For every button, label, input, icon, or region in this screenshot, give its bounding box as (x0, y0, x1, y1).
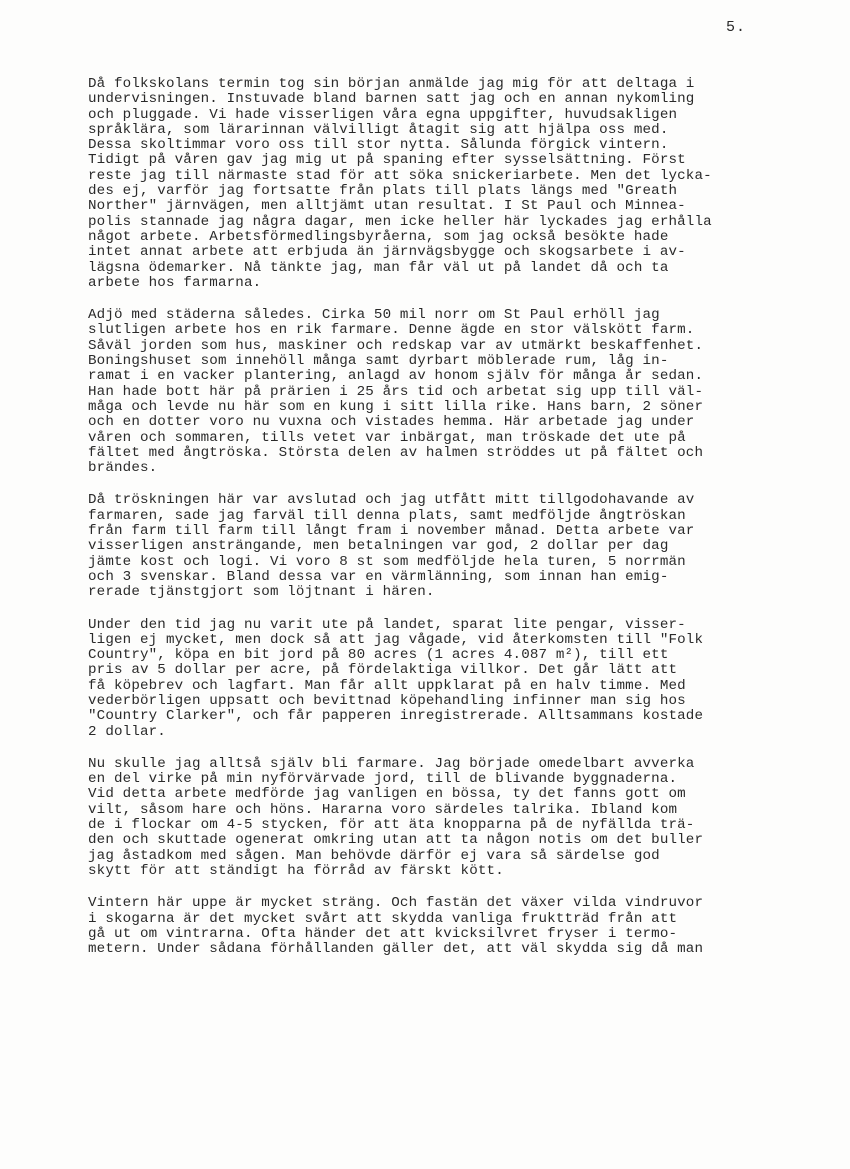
text-line: metern. Under sådana förhållanden gäller det, att väl skydda sig då man (88, 941, 704, 958)
text-line: något arbete. Arbetsförmedlingsbyråerna, som jag också besökte hade (88, 228, 669, 245)
text-line: farmaren, sade jag farväl till denna plats, samt medföljde ångtröskan (88, 507, 686, 524)
text-line: ligen ej mycket, men dock så att jag vågade, vid återkomsten till "Folk (88, 631, 704, 648)
text-line: Norther" järnvägen, men alltjämt utan resultat. I St Paul och Minnea- (88, 198, 686, 215)
text-line: gå ut om vintrarna. Ofta händer det att kvicksilvret fryser i termo- (88, 925, 678, 942)
text-line: des ej, varför jag fortsatte från plats till plats längs med "Greath (88, 183, 678, 200)
text-line: pris av 5 dollar per acre, på fördelaktiga villkor. Det går lätt att (88, 662, 678, 679)
text-line: vederbörligen uppsatt och bevittnad köpehandling infinner man sig hos (88, 692, 686, 709)
text-line: och en dotter voro nu vuxna och vistades hemma. Här arbetade jag under (88, 414, 695, 431)
text-line: Nu skulle jag alltså själv bli farmare. Jag började omedelbart avverka (88, 755, 695, 772)
page-number: 5. (726, 19, 747, 36)
text-line: Country", köpa en bit jord på 80 acres (1 acres 4.087 m²), till ett (88, 647, 669, 664)
paragraph (88, 77, 828, 291)
text-line: jämte kost och logi. Vi voro 8 st som medföljde hela turen, 5 norrmän (88, 553, 686, 570)
text-line: rerade tjänstgjort som löjtnant i hären. (88, 584, 435, 601)
text-line: reste jag till närmaste stad för att söka snickeriarbete. Men det lycka- (88, 167, 712, 184)
text-line: från farm till farm till långt fram i november månad. Detta arbete var (88, 523, 695, 540)
text-line: få köpebrev och lagfart. Man får allt uppklarat på en halv timme. Med (88, 677, 686, 694)
paragraph (88, 618, 828, 740)
text-line: Under den tid jag nu varit ute på landet, sparat lite pengar, visser- (88, 616, 686, 633)
text-line: 2 dollar. (88, 723, 166, 740)
paragraph (88, 757, 828, 879)
text-line: Då folkskolans termin tog sin början anmälde jag mig för att deltaga i (88, 76, 695, 92)
text-line: den och skuttade ogenerat omkring utan att ta någon notis om det buller (88, 832, 704, 849)
paragraph (88, 493, 828, 600)
text-line: fältet med ångtröska. Största delen av halmen ströddes ut på fältet och (88, 444, 704, 461)
text-line: de i flockar om 4-5 stycken, för att äta knopparna på de nyfällda trä- (88, 817, 695, 834)
text-line: visserligen ansträngande, men betalningen var god, 2 dollar per dag (88, 538, 669, 555)
text-line: Vid detta arbete medförde jag vanligen en bössa, ty det fanns gott om (88, 786, 686, 803)
text-line: språklära, som lärarinnan välvilligt åtagit sig att hjälpa oss med. (88, 121, 669, 138)
text-line: i skogarna är det mycket svårt att skydda vanliga fruktträd från att (88, 910, 678, 927)
text-line: "Country Clarker", och får papperen inregistrerade. Alltsammans kostade (88, 708, 704, 725)
text-line: lägsna ödemarker. Nå tänkte jag, man får väl ut på landet då och ta (88, 259, 669, 276)
text-line: och 3 svenskar. Bland dessa var en värmlänning, som innan han emig- (88, 568, 669, 585)
text-line: brändes. (88, 460, 158, 477)
text-line: vilt, såsom hare och höns. Hararna voro särdeles talrika. Ibland kom (88, 801, 678, 818)
text-line: ramat i en vacker plantering, anlagd av honom själv för många år sedan. (88, 368, 704, 385)
text-line: undervisningen. Instuvade bland barnen satt jag och en annan nykomling (88, 91, 695, 108)
text-line: jag åstadkom med sågen. Man behövde därför ej vara så särdelse god (88, 847, 660, 864)
text-line: arbete hos farmarna. (88, 274, 262, 291)
text-line: Då tröskningen här var avslutad och jag utfått mitt tillgodohavande av (88, 492, 695, 509)
text-line: Boningshuset som innehöll många samt dyrbart möblerade rum, låg in- (88, 353, 669, 370)
text-line: Han hade bott här på prärien i 25 års tid och arbetat sig upp till väl- (88, 383, 704, 400)
text-line: en del virke på min nyförvärvade jord, till de blivande byggnaderna. (88, 771, 678, 788)
text-line: polis stannade jag några dagar, men icke heller här lyckades jag erhålla (88, 213, 712, 230)
text-line: Dessa skoltimmar voro oss till stor nytta. Sålunda förgick vintern. (88, 137, 669, 154)
text-line: måga och levde nu här som en kung i sitt lilla rike. Hans barn, 2 söner (88, 398, 704, 415)
text-line: intet annat arbete att erbjuda än järnvägsbygge och skogsarbete i av- (88, 244, 686, 261)
text-line: våren och sommaren, tills vetet var inbärgat, man tröskade det ute på (88, 429, 686, 446)
text-line: Vintern här uppe är mycket sträng. Och fastän det växer vilda vindruvor (88, 895, 704, 912)
text-line: slutligen arbete hos en rik farmare. Denne ägde en stor välskött farm. (88, 322, 695, 339)
paragraph (88, 308, 828, 476)
text-line: Tidigt på våren gav jag mig ut på spaning efter sysselsättning. Först (88, 152, 686, 169)
text-line: Såväl jorden som hus, maskiner och redskap var av utmärkt beskaffenhet. (88, 337, 704, 354)
body-text (88, 77, 828, 974)
text-line: och pluggade. Vi hade visserligen våra egna uppgifter, huvudsakligen (88, 106, 678, 123)
text-line: skytt för att ständigt ha förråd av färskt kött. (88, 862, 504, 879)
text-line: Adjö med städerna således. Cirka 50 mil norr om St Paul erhöll jag (88, 307, 660, 324)
paragraph (88, 896, 828, 957)
